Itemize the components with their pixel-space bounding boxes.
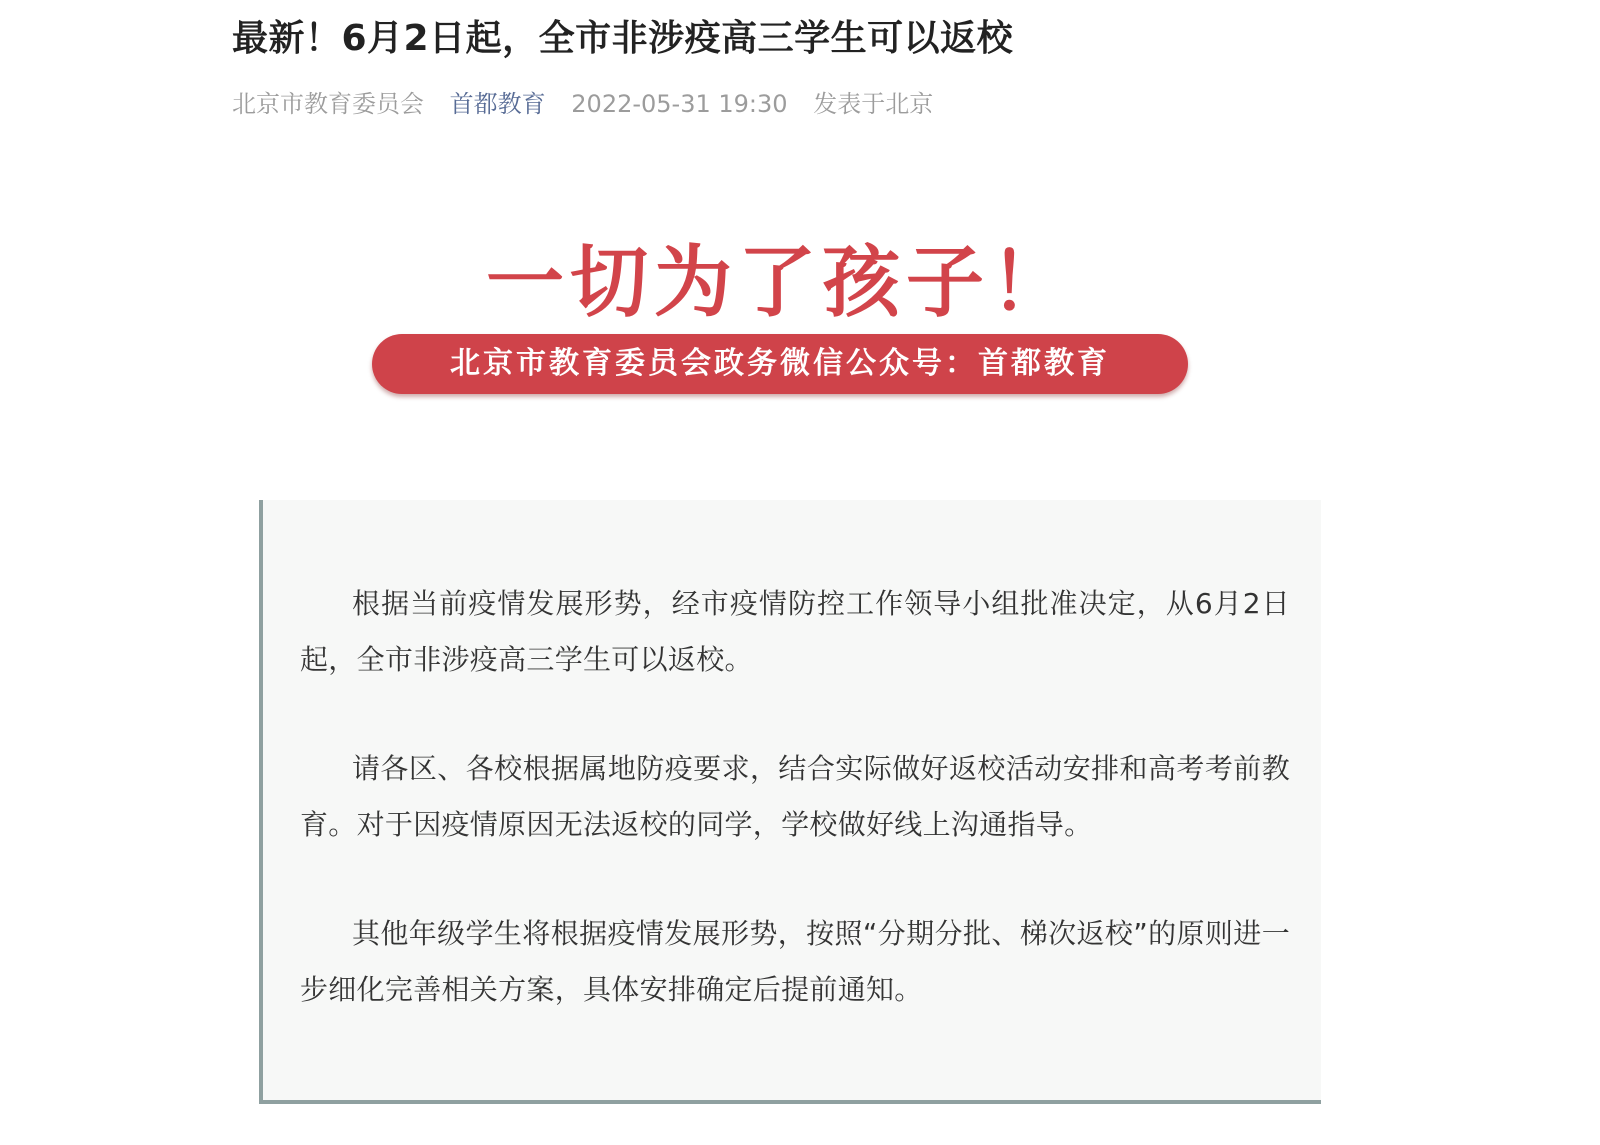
publish-location: 发表于北京 <box>813 90 934 118</box>
article-meta <box>232 86 951 122</box>
notice-box <box>259 500 1321 1104</box>
author-name: 北京市教育委员会 <box>232 90 424 118</box>
publish-datetime: 2022-05-31 19:30 <box>571 90 788 118</box>
notice-paragraph: 请各区、各校根据属地防疫要求，结合实际做好返校活动安排和高考考前教育。对于因疫情原因无法返校的同学，学校做好线上沟通指导。 <box>300 752 1290 841</box>
notice-paragraph: 根据当前疫情发展形势，经市疫情防控工作领导小组批准决定，从6月2日起，全市非涉疫高三学生可以返校。 <box>300 587 1290 676</box>
notice-paragraph: 其他年级学生将根据疫情发展形势，按照“分期分批、梯次返校”的原则进一步细化完善相关方案，具体安排确定后提前通知。 <box>300 917 1290 1006</box>
banner-slogan: 一切为了孩子！ <box>485 238 1074 328</box>
banner-subtitle: 北京市教育委员会政务微信公众号：首都教育 <box>372 334 1188 394</box>
account-link[interactable]: 首都教育 <box>449 90 546 118</box>
article-title: 最新！6月2日起，全市非涉疫高三学生可以返校 <box>232 18 1014 59</box>
header-banner-image <box>372 228 1188 398</box>
